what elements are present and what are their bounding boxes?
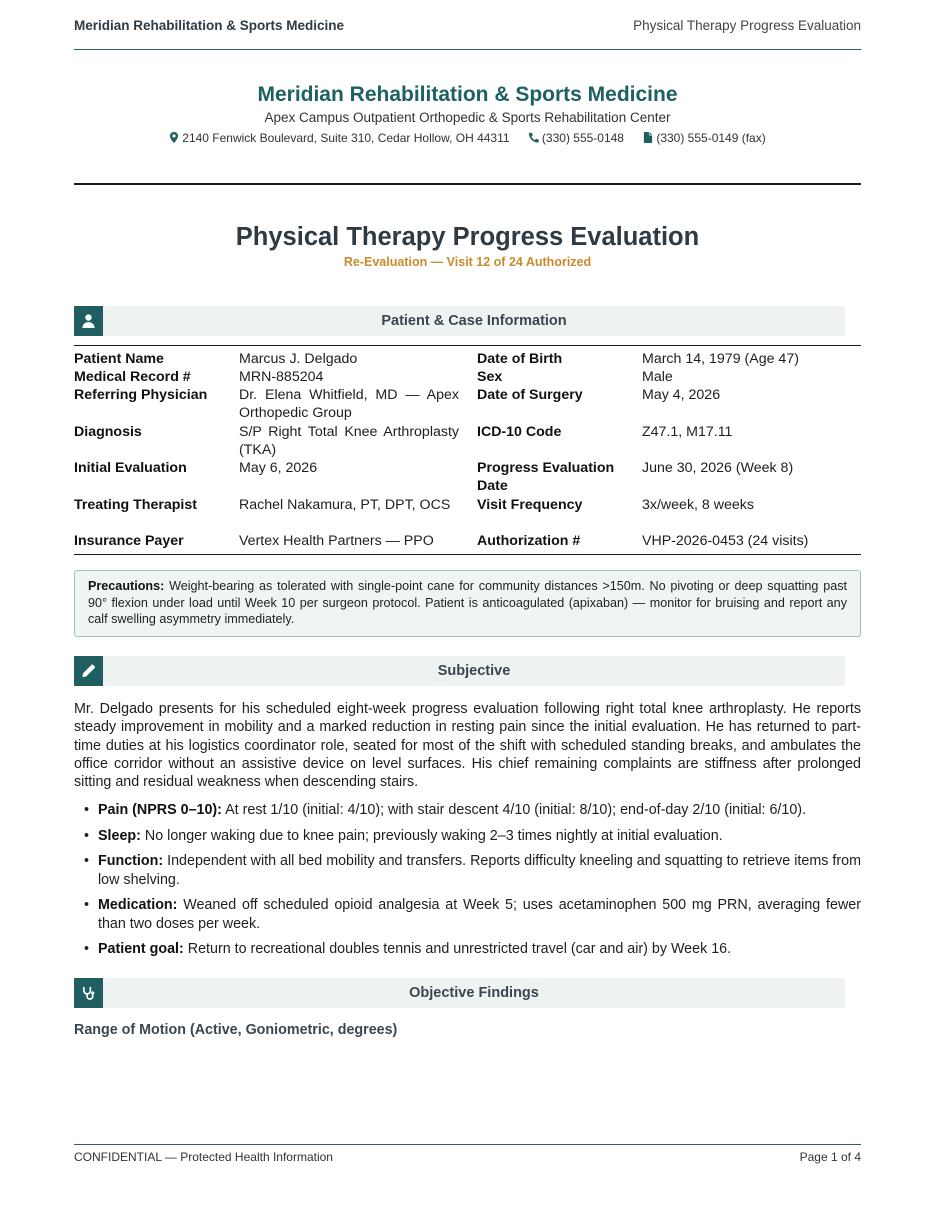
address-text: 2140 Fenwick Boulevard, Suite 310, Cedar Hollow, OH 44311	[182, 131, 510, 145]
file-icon	[643, 132, 653, 143]
list-item: • Function: Independent with all bed mobility and transfers. Reports difficulty kneeling and squatting to retrieve items from low shelving.	[84, 853, 861, 888]
field-value: MRN-885204	[239, 369, 324, 385]
field-label: Patient Name	[74, 351, 164, 367]
item-label: Patient goal:	[98, 941, 184, 958]
section-title: Subjective	[103, 656, 845, 686]
map-pin-icon	[169, 132, 179, 143]
section-title: Objective Findings	[103, 978, 845, 1008]
field-value: Male	[642, 369, 673, 385]
field-label: Treating Therapist	[74, 497, 197, 513]
table-row	[74, 423, 861, 459]
user-icon	[81, 313, 96, 329]
field-value: June 30, 2026 (Week 8)	[642, 460, 794, 476]
field-label: Authorization #	[477, 533, 581, 549]
field-value: Marcus J. Delgado	[239, 351, 358, 367]
field-label: Date of Surgery	[477, 387, 583, 403]
list-item: • Pain (NPRS 0–10): At rest 1/10 (initial: 4/10); with stair descent 4/10 (initial: 8/10); end-of-day 2/10 (initial: 6/10).	[84, 802, 807, 818]
org-subtitle: Apex Campus Outpatient Orthopedic & Sports Rehabilitation Center	[264, 110, 671, 125]
list-item: • Patient goal: Return to recreational doubles tennis and unrestricted travel (car and air) by Week 16.	[84, 941, 732, 958]
running-footer	[74, 1144, 861, 1164]
table-row	[74, 459, 861, 496]
phone	[529, 131, 624, 145]
running-header-right: Physical Therapy Progress Evaluation	[633, 18, 861, 33]
subjective-paragraph: Mr. Delgado presents for his scheduled eight-week progress evaluation following right total knee arthroplasty. He reports steady improvement in mobility and a marked reduction in resting pain since the initial evaluation. He has returned to part-time duties at his logistics coordinator role, seated for most of the shift with scheduled standing breaks, and ambulates the office corridor without an assistive device on level surfaces. His chief remaining complaints are stiffness after prolonged sitting and residual weakness when descending stairs.	[74, 701, 861, 791]
fax-text: (330) 555-0149 (fax)	[656, 131, 766, 145]
field-label: Initial Evaluation	[74, 460, 187, 476]
field-label: ICD-10 Code	[477, 424, 562, 440]
list-item: • Medication: Weaned off scheduled opioid analgesia at Week 5; uses acetaminophen 500 mg PRN, averaging fewer than two doses per week.	[84, 897, 861, 932]
field-label: Referring Physician	[74, 387, 208, 403]
footer-left: CONFIDENTIAL — Protected Health Information	[74, 1150, 333, 1164]
item-label: Function:	[98, 853, 164, 870]
table-row	[74, 532, 861, 554]
item-text: No longer waking due to knee pain; previously waking 2–3 times nightly at initial evaluation.	[144, 827, 723, 844]
phone-icon	[529, 132, 539, 143]
document-title: Physical Therapy Progress Evaluation	[235, 223, 700, 251]
field-label: Sex	[477, 369, 503, 385]
list-item: • Sleep: No longer waking due to knee pain; previously waking 2–3 times nightly at initial evaluation.	[84, 827, 723, 844]
phone-text: (330) 555-0148	[541, 131, 624, 145]
field-value: VHP-2026-0453 (24 visits)	[642, 533, 809, 549]
field-value: 3x/week, 8 weeks	[642, 497, 754, 513]
field-label: Visit Frequency	[477, 497, 583, 513]
table-row	[74, 496, 861, 532]
precautions-label: Precautions:	[88, 579, 165, 593]
field-value: May 6, 2026	[239, 460, 318, 476]
field-value: S/P Right Total Knee Arthroplasty (TKA)	[239, 424, 459, 458]
document-page	[74, 0, 861, 1210]
section-header-subjective	[74, 656, 845, 686]
table-row	[74, 386, 861, 423]
precautions-callout	[74, 570, 861, 637]
field-value: Vertex Health Partners — PPO	[239, 533, 434, 549]
table-row	[74, 350, 861, 368]
field-value: March 14, 1979 (Age 47)	[642, 351, 799, 367]
org-name: Meridian Rehabilitation & Sports Medicine	[257, 83, 678, 106]
item-text: At rest 1/10 (initial: 4/10); with stair descent 4/10 (initial: 8/10); end-of-day 2/10 (initial: 6/10).	[225, 802, 807, 818]
document-subtitle: Re-Evaluation — Visit 12 of 24 Authorized	[343, 255, 592, 269]
precautions-text: Weight-bearing as tolerated with single-point cane for community distances >150m. No pivoting or deep squatting past 90° flexion under load until Week 10 per surgeon protocol. Patient is anticoagulated (apixaban) — monitor for bruising and report any calf swelling asymmetry immediately.	[88, 579, 847, 626]
item-text: Weaned off scheduled opioid analgesia at Week 5; uses acetaminophen 500 mg PRN, averaging fewer than two doses per week.	[98, 897, 861, 932]
item-label: Sleep:	[98, 827, 141, 844]
running-header-left: Meridian Rehabilitation & Sports Medicine	[74, 18, 345, 33]
letterhead-divider	[74, 183, 861, 185]
field-value: Z47.1, M17.11	[642, 424, 733, 440]
pencil-icon	[81, 663, 96, 679]
field-label: Medical Record #	[74, 369, 191, 385]
subjective-list	[74, 801, 861, 966]
item-label: Pain (NPRS 0–10):	[98, 802, 222, 818]
section-header-objective	[74, 978, 845, 1008]
table-row	[74, 368, 861, 386]
item-label: Medication:	[98, 897, 178, 914]
section-title: Patient & Case Information	[103, 306, 845, 336]
field-value: Dr. Elena Whitfield, MD — Apex Orthopedic Group	[239, 387, 459, 421]
field-label: Date of Birth	[477, 351, 563, 367]
field-value: May 4, 2026	[642, 387, 721, 403]
section-header-patient	[74, 306, 845, 336]
field-label: Diagnosis	[74, 424, 142, 440]
running-header	[74, 17, 861, 50]
page-number: Page 1 of 4	[799, 1150, 861, 1164]
rom-subsection-title: Range of Motion (Active, Goniometric, degrees)	[74, 1022, 398, 1038]
stethoscope-icon	[81, 985, 96, 1001]
field-label: Insurance Payer	[74, 533, 184, 549]
fax	[643, 131, 765, 145]
item-text: Independent with all bed mobility and transfers. Reports difficulty kneeling and squatting to retrieve items from low shelving.	[98, 853, 861, 888]
field-value: Rachel Nakamura, PT, DPT, OCS	[239, 497, 451, 513]
item-text: Return to recreational doubles tennis and unrestricted travel (car and air) by Week 16.	[187, 941, 732, 958]
address	[169, 131, 509, 145]
contact-line	[74, 131, 861, 146]
patient-info-table	[74, 345, 861, 555]
field-label: Progress Evaluation Date	[477, 460, 615, 494]
letterhead	[74, 82, 861, 146]
